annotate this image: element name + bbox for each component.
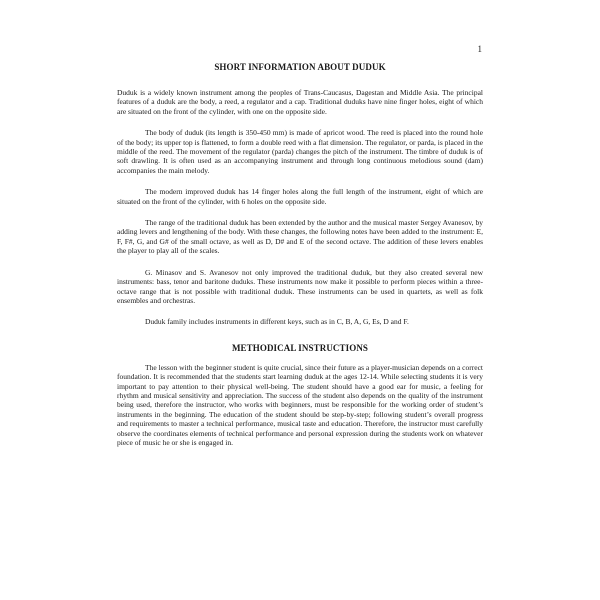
paragraph: The range of the traditional duduk has been extended by the author and the musical master Sergey Avanesov, by adding levers and lengthening of the body. With these changes, the following notes have been added to the instrument: E, F, F#, G, and G# of the small octave, as well as D, D# and E of the second octave. The addition of these levers enables the player to play all of the scales. [117,218,483,256]
paragraph: The lesson with the beginner student is quite crucial, since their future as a player-musician depends on a correct foundation. It is recommended that the students start learning duduk at the ages 12-14. While selecting students it is very important to pay attention to their physical well-being. The student should have a good ear for music, a feeling for rhythm and musical sensitivity and appreciation. The success of the student also depends on the quality of the instrument being used, therefore the instructor, who works with beginners, must be responsible for the working order of student’s instruments in the beginning. The education of the student should be step-by-step; following student’s overall progress and requirements to master a technical performance, musical taste and education. Therefore, the instructor must carefully observe the coordinates elements of technical performance and personal expression during the students work on whatever piece of music he or she is engaged in. [117,362,483,447]
paragraph: Duduk is a widely known instrument among the peoples of Trans-Caucasus, Dagestan and Middle Asia. The principal features of a duduk are the body, a reed, a regulator and a cap. Traditional duduks have nine finger holes, eight of which are situated on the front of the cylinder, with one on the opposite side. [117,88,483,116]
paragraph: G. Minasov and S. Avanesov not only improved the traditional duduk, but they also created several new instruments: bass, tenor and baritone duduks. These instruments now make it possible to perform pieces within a three-octave range that is not possible with traditional duduk. These instruments can be used in quartets, as well as folk ensembles and orchestras. [117,267,483,305]
paragraph: Duduk family includes instruments in different keys, such as in C, B, A, G, Es, D and F. [145,317,409,327]
section-heading-duduk-info: SHORT INFORMATION ABOUT DUDUK [214,62,386,72]
paragraph: The modern improved duduk has 14 finger holes along the full length of the instrument, eight of which are situated on the front of the cylinder, with 6 holes on the opposite side. [117,187,483,206]
document-body [117,62,483,459]
page-number: 1 [477,44,482,54]
section-heading-methodical-instructions: METHODICAL INSTRUCTIONS [231,342,369,353]
paragraph: The body of duduk (its length is 350-450 mm) is made of apricot wood. The reed is placed into the round hole of the body; its upper top is flattened, to form a double reed with a flat dimension. The regulator, or parda, is placed in the middle of the reed. The movement of the regulator (parda) changes the pitch of the instrument. The timbre of duduk is of soft drawling. It is often used as an accompanying instrument and through long continuous melodious sound (dam) accompanies the main melody. [117,128,483,175]
